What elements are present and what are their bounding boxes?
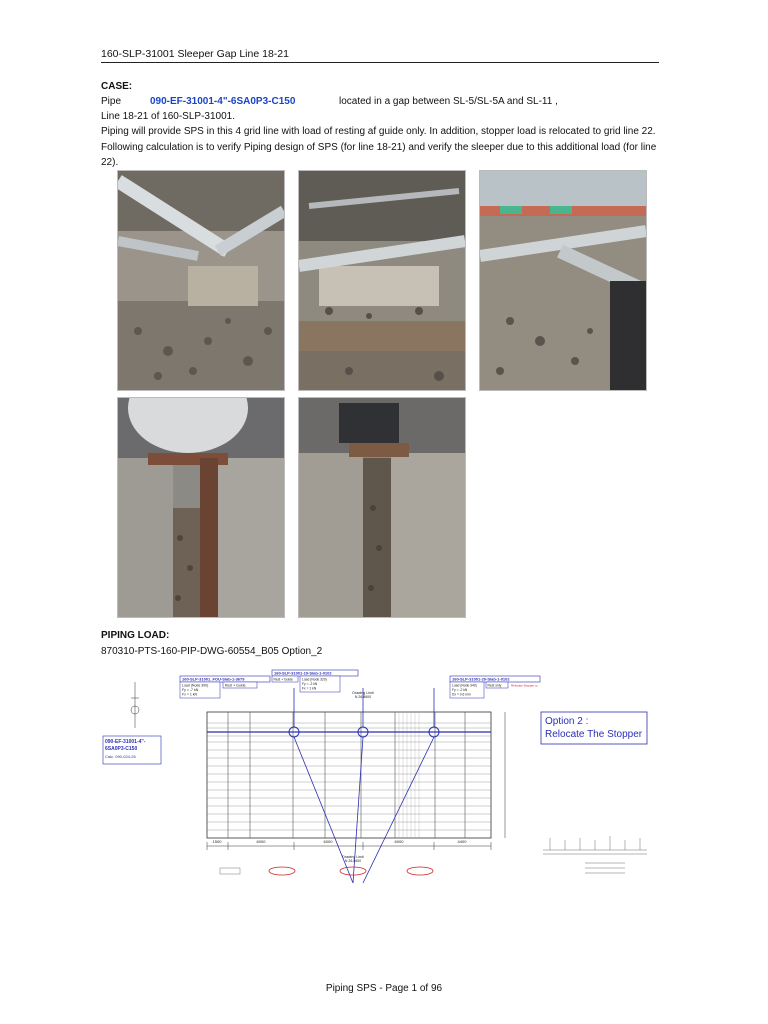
callout-left-1-tag: Rest + Guide [225, 683, 246, 688]
site-photo-1 [117, 170, 285, 391]
callout-mid-sub1: Rest + Guide [273, 677, 293, 682]
pipe-id: 090-EF-31001-4"-6SA0P3-C150 [150, 96, 296, 107]
dim-3: 6000 [323, 839, 333, 844]
piping-drawing [95, 668, 655, 890]
callout-left-1-sub3: Fx = 1 kN [182, 692, 198, 697]
pipe-label: Pipe [101, 96, 122, 107]
callout-right: 160-SLP-31001-20-Slab-1-0102 [452, 676, 510, 682]
callout-mid-sub2: Load (Node 320) [302, 677, 327, 682]
dim-5: 4400 [457, 839, 467, 844]
case-paragraph: Piping will provide SPS in this 4 grid line with load of resting af guide only. In addition, stopper load is relocated to grid line 22. Following calculation is to verify Piping design of SPS (for line 18-21) and verify the sleeper due to this additional load (for line 22). [101, 126, 657, 168]
drawing-reference: 870310-PTS-160-PIP-DWG-60554_B05 Option_2 [101, 646, 323, 657]
callout-right-note: Relocate Stopper to [511, 683, 538, 688]
site-photo-5 [298, 397, 466, 618]
pipe-tag-2: 6SA0P3-C150 [105, 746, 138, 752]
pipe-location: located in a gap between SL-5/SL-5A and SL-11 , [339, 96, 558, 107]
case-line2: Line 18-21 of 160-SLP-31001. [101, 111, 235, 122]
dim-1: 1500 [212, 839, 222, 844]
callout-left-1: 160-SLP-31001_FOU-Slab-1-3679 [182, 676, 245, 682]
callout-mid-sub4: Fx = 1 kN [302, 686, 317, 691]
dim-2: 6000 [256, 839, 266, 844]
piping-load-heading: PIPING LOAD: [101, 630, 170, 641]
case-pipe-line [101, 94, 661, 110]
dim-4: 6000 [394, 839, 404, 844]
site-photo-3 [479, 170, 647, 391]
callout-left-1-sub1: Load (Node 300) [182, 683, 209, 688]
option-title-1: Option 2 : [545, 716, 589, 727]
drawing-limit-bottom-2: N 26,8600 [344, 859, 362, 863]
callout-mid-sub3: Fy = -2 kN [302, 682, 318, 686]
drawing-limit-bottom: Drawing Limit [342, 855, 364, 859]
callout-left-1-sub2: Fy = -7 kN [182, 688, 199, 692]
drawing-limit-top: Drawing Limit [352, 691, 374, 695]
site-photo-2 [298, 170, 466, 391]
option-title-2: Relocate The Stopper [545, 729, 643, 740]
page-footer: Piping SPS - Page 1 of 96 [325, 983, 443, 994]
callout-right-sub2: Fy = -2 kN [452, 688, 468, 692]
pipe-tag-3: Calc. 090-024-26 [105, 754, 136, 759]
drawing-limit-top-2: N 26,8600 [354, 695, 372, 699]
callout-right-sub3: Dx = 0.6 mm [452, 692, 471, 697]
page-header: 160-SLP-31001 Sleeper Gap Line 18-21 [101, 48, 289, 60]
header-rule [101, 62, 659, 63]
callout-right-sub1: Load (Node 340) [452, 683, 477, 688]
callout-right-tag: Rest only [487, 683, 502, 688]
pipe-tag-1: 090-EF-31001-4"- [105, 739, 146, 745]
site-photo-4 [117, 397, 285, 618]
case-heading: CASE: [101, 81, 133, 92]
callout-mid: 160-SLP-31001-19-Slab-1-0102 [274, 670, 332, 676]
